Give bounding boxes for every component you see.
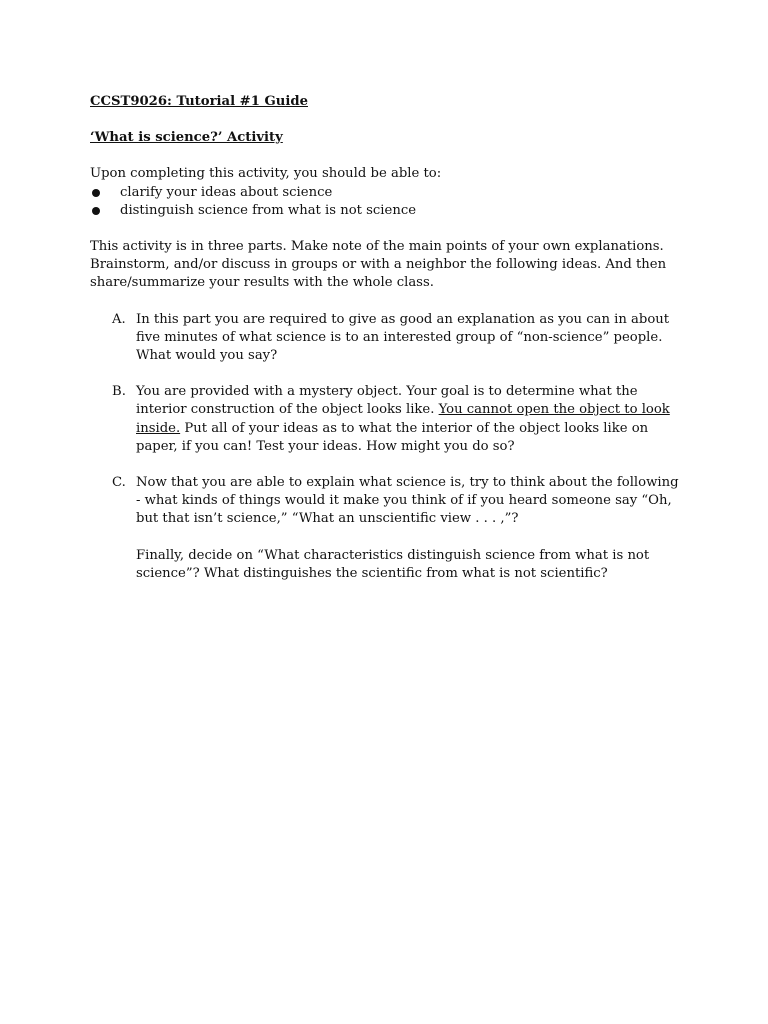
part-text-before: You are provided with a mystery object. Your goal is to determine what the interior construction of the object looks like.	[136, 384, 638, 418]
part-item-a	[112, 311, 680, 366]
objectives-list	[90, 184, 680, 220]
activity-heading: ‘What is science?’ Activity	[90, 130, 283, 146]
document-page	[90, 93, 680, 601]
document-title: CCST9026: Tutorial #1 Guide	[90, 94, 308, 109]
bullet-icon	[92, 207, 100, 215]
part-item-b	[112, 383, 680, 456]
part-marker: B.	[112, 384, 126, 400]
part-marker: C.	[112, 475, 126, 491]
objective-text: distinguish science from what is not science	[120, 202, 417, 218]
objective-item	[90, 184, 680, 202]
objectives-intro: Upon completing this activity, you should be able to:	[90, 166, 442, 182]
part-followup: Finally, decide on “What characteristics distinguish science from what is not science”? What distinguishes the scientific from what is not scientific?	[136, 547, 650, 581]
part-text: In this part you are required to give as good an explanation as you can in about five minutes of what science is to an interested group of “non-science” people. What would you say?	[136, 311, 670, 364]
part-marker: A.	[112, 311, 126, 327]
part-text: Now that you are able to explain what science is, try to think about the following - what kinds of things would it make you think of if you heard someone say “Oh, but that isn’t science,” “What an unscientific view . . . ,”?	[136, 475, 679, 527]
bullet-icon	[92, 189, 100, 197]
part-text-after: Put all of your ideas as to what the interior of the object looks like on paper, if you can! Test your ideas. How might you do so?	[136, 420, 649, 454]
part-text-emphasis: You cannot open the object to look inside.	[136, 402, 670, 436]
parts-list	[90, 311, 680, 583]
part-item-c	[112, 474, 680, 583]
objective-item	[90, 202, 680, 220]
instructions-paragraph: This activity is in three parts. Make note of the main points of your own explanations. Brainstorm, and/or discuss in groups or with a neighbor the following ideas. And then share/summarize your results with the whole class.	[90, 239, 667, 291]
objective-text: clarify your ideas about science	[120, 184, 333, 200]
